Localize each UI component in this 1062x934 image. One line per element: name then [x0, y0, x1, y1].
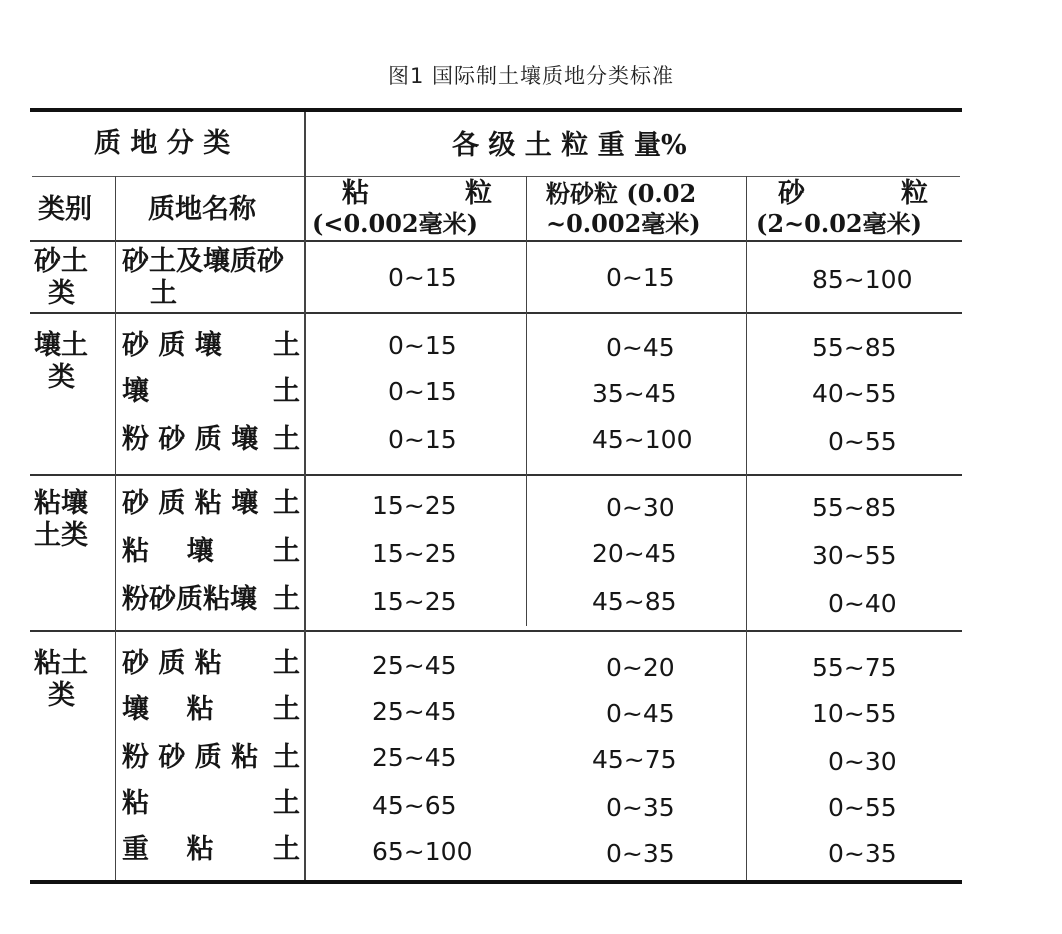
silt-value: 0~45: [606, 699, 675, 728]
sand-value: 55~75: [812, 653, 897, 682]
texture-name-left: 壤: [122, 376, 149, 407]
clay-value: 45~65: [372, 791, 457, 820]
clay-value: 25~45: [372, 697, 457, 726]
header-sand-range: (2~0.02毫米): [756, 209, 922, 238]
texture-name: [122, 694, 300, 726]
bottom-rule: [30, 880, 962, 884]
texture-name-right: 土: [273, 488, 300, 519]
texture-name-left: 粉砂质粘壤: [122, 584, 257, 615]
texture-name-left: 粘 壤: [122, 536, 214, 567]
header-category: 类别: [38, 194, 92, 225]
texture-name: [122, 584, 300, 616]
column-divider: [526, 176, 527, 626]
table-caption: 图1 国际制土壤质地分类标准: [387, 64, 675, 88]
texture-name-right: 土: [273, 648, 300, 679]
texture-name-right: 土: [273, 742, 300, 773]
category-label: 类: [48, 362, 75, 393]
category-label: 类: [48, 680, 75, 711]
sand-value: 30~55: [812, 541, 897, 570]
silt-value: 0~35: [606, 793, 675, 822]
texture-name-left: 粘: [122, 788, 149, 819]
clay-value: 25~45: [372, 743, 457, 772]
clay-value: 0~15: [388, 425, 457, 454]
texture-name: [122, 648, 300, 680]
sand-value: 85~100: [812, 265, 913, 294]
texture-name-left: 砂 质 粘: [122, 648, 222, 679]
clay-value: 15~25: [372, 587, 457, 616]
group-divider: [30, 474, 962, 476]
group-divider: [30, 630, 962, 632]
header-texture-name: 质地名称: [148, 194, 256, 225]
texture-name: [122, 788, 300, 820]
texture-name-left: 砂 质 粘 壤: [122, 488, 259, 519]
header-weight-percent: 各 级 土 粒 重 量%: [452, 130, 687, 161]
clay-value: 0~15: [388, 331, 457, 360]
texture-name-left: 砂 质 壤: [122, 330, 222, 361]
clay-value: 15~25: [372, 539, 457, 568]
header-silt-line2: ~0.002毫米): [546, 209, 701, 238]
silt-value: 45~75: [592, 745, 677, 774]
sand-value: 55~85: [812, 493, 897, 522]
texture-name: [122, 424, 300, 456]
texture-name-right: 土: [273, 834, 300, 865]
column-divider: [746, 176, 747, 880]
header-clay-name-right: 粒: [465, 178, 492, 209]
header-silt-line1: 粉砂粒 (0.02: [546, 179, 697, 208]
texture-name-right: 土: [273, 694, 300, 725]
header-texture-classification: 质 地 分 类: [94, 128, 231, 159]
category-label: 类: [48, 278, 75, 309]
silt-value: 20~45: [592, 539, 677, 568]
texture-name: 砂土及壤质砂: [122, 246, 284, 277]
silt-value: 0~15: [606, 263, 675, 292]
sand-value: 0~55: [828, 793, 897, 822]
silt-value: 45~100: [592, 425, 693, 454]
texture-name: [122, 536, 300, 568]
header-clay-name: [342, 178, 492, 210]
texture-name-left: 粉 砂 质 壤: [122, 424, 259, 455]
texture-name-right: 土: [273, 424, 300, 455]
texture-name: [122, 376, 300, 408]
header-divider: [32, 176, 960, 177]
texture-name-right: 土: [273, 376, 300, 407]
silt-value: 0~35: [606, 839, 675, 868]
silt-value: 35~45: [592, 379, 677, 408]
sand-value: 0~55: [828, 427, 897, 456]
texture-name-left: 壤 粘: [122, 694, 214, 725]
texture-name-right: 土: [273, 330, 300, 361]
silt-value: 0~30: [606, 493, 675, 522]
texture-name: [122, 742, 300, 774]
header-clay-name-left: 粘: [342, 178, 369, 209]
texture-name: [122, 488, 300, 520]
category-label: 壤土: [34, 330, 88, 361]
top-rule: [30, 108, 962, 112]
sand-value: 0~30: [828, 747, 897, 776]
sand-value: 0~40: [828, 589, 897, 618]
texture-name: 土: [150, 278, 177, 309]
texture-name-left: 粉 砂 质 粘: [122, 742, 259, 773]
header-clay-range: (<0.002毫米): [312, 209, 478, 238]
texture-name-right: 土: [273, 536, 300, 567]
column-divider: [115, 176, 116, 880]
header-sand-name: [778, 178, 928, 210]
header-sand-name-right: 粒: [901, 178, 928, 209]
clay-value: 25~45: [372, 651, 457, 680]
silt-value: 0~20: [606, 653, 675, 682]
clay-value: 0~15: [388, 263, 457, 292]
clay-value: 0~15: [388, 377, 457, 406]
category-label: 土类: [34, 520, 88, 551]
column-divider: [304, 112, 306, 880]
clay-value: 65~100: [372, 837, 473, 866]
sand-value: 55~85: [812, 333, 897, 362]
group-divider: [30, 312, 962, 314]
category-label: 粘壤: [34, 488, 88, 519]
category-label: 砂土: [34, 246, 88, 277]
silt-value: 0~45: [606, 333, 675, 362]
texture-name-right: 土: [273, 584, 300, 615]
sand-value: 0~35: [828, 839, 897, 868]
silt-value: 45~85: [592, 587, 677, 616]
clay-value: 15~25: [372, 491, 457, 520]
texture-name: [122, 330, 300, 362]
sand-value: 10~55: [812, 699, 897, 728]
header-sand-name-left: 砂: [778, 178, 805, 209]
header-bottom-rule: [30, 240, 962, 242]
category-label: 粘土: [34, 648, 88, 679]
texture-name-left: 重 粘: [122, 834, 214, 865]
texture-name: [122, 834, 300, 866]
texture-name-right: 土: [273, 788, 300, 819]
sand-value: 40~55: [812, 379, 897, 408]
